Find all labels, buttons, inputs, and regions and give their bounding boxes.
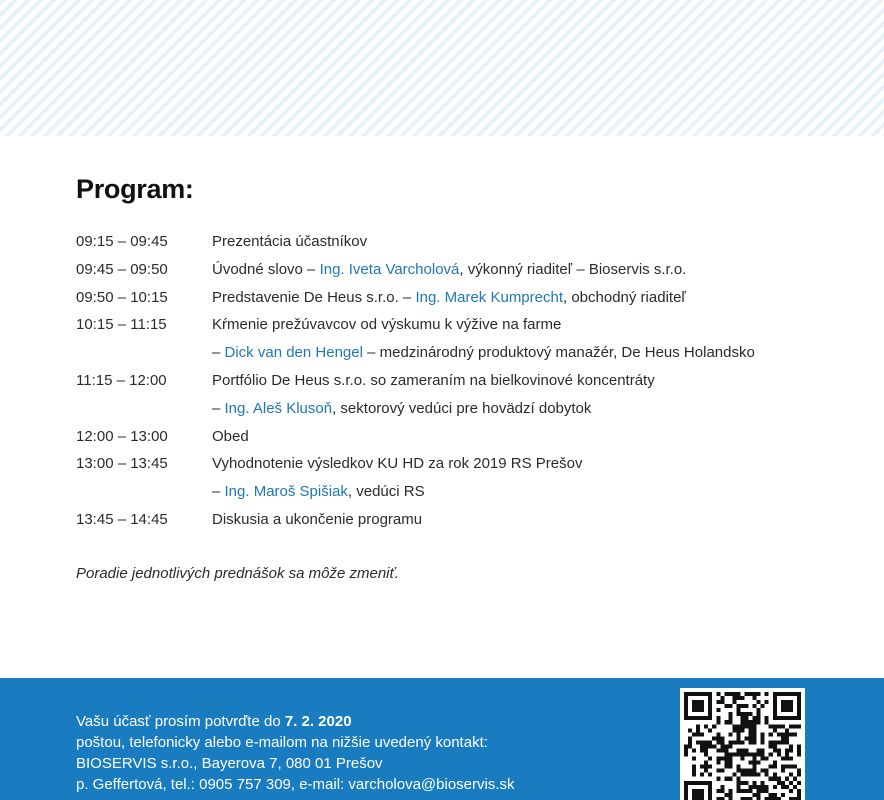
program-description <box>212 371 655 391</box>
program-time: 12:00 – 13:00 <box>76 427 168 445</box>
company-address: BIOSERVIS s.r.o., Bayerova 7, 080 01 Prešov <box>76 755 383 772</box>
program-schedule <box>76 232 856 538</box>
program-time: 13:00 – 13:45 <box>76 455 168 473</box>
program-row <box>76 315 856 343</box>
program-time: 11:15 – 12:00 <box>76 371 167 389</box>
program-text: Portfólio De Heus s.r.o. so zameraním na bielkovinové koncentráty <box>212 371 655 389</box>
speaker-name: Ing. Maroš Spišiak <box>224 483 348 501</box>
decorative-stripes <box>0 0 884 136</box>
program-text: – medzinárodný produktový manažér, De Heus Holandsko <box>362 344 755 362</box>
program-row <box>76 399 856 427</box>
speaker-name: Ing. Aleš Klusoň <box>224 399 333 417</box>
program-text: , obchodný riaditeľ <box>563 288 686 306</box>
program-description <box>212 482 425 502</box>
program-text: – <box>212 344 225 362</box>
qr-code-icon <box>684 692 801 800</box>
program-description <box>212 288 686 308</box>
speaker-name: Dick van den Hengel <box>224 344 363 362</box>
program-row <box>76 260 856 288</box>
confirm-line <box>76 711 515 732</box>
program-text: , vedúci RS <box>347 483 425 501</box>
program-time: 13:45 – 14:45 <box>76 510 168 528</box>
program-time: 09:50 – 10:15 <box>76 288 168 306</box>
program-row <box>76 454 856 482</box>
contact-info <box>76 711 515 795</box>
program-row <box>76 510 856 538</box>
program-text: Diskusia a ukončenie programu <box>212 510 423 528</box>
program-heading: Program: <box>76 174 194 204</box>
program-row <box>76 288 856 316</box>
confirm-date: 7. 2. 2020 <box>284 713 352 730</box>
program-text: – <box>212 483 225 501</box>
program-time: 09:15 – 09:45 <box>76 233 168 250</box>
program-description <box>212 232 367 252</box>
program-description <box>212 427 249 447</box>
program-text: Kŕmenie prežúvavcov od výskumu k výžive na farme <box>212 316 562 334</box>
program-description <box>212 343 755 363</box>
program-text: Úvodné slovo – <box>212 260 320 278</box>
program-row <box>76 232 856 260</box>
program-row <box>76 371 856 399</box>
program-text: Predstavenie De Heus s.r.o. – <box>212 288 416 306</box>
program-row <box>76 343 856 371</box>
contact-person: p. Geffertová, tel.: 0905 757 309, e-mail: varcholova@bioservis.sk <box>76 776 515 793</box>
program-text: Vyhodnotenie výsledkov KU HD za rok 2019 RS Prešov <box>212 455 583 473</box>
speaker-name: Ing. Iveta Varcholová <box>319 260 460 278</box>
program-row <box>76 482 856 510</box>
program-time: 10:15 – 11:15 <box>76 316 167 334</box>
program-description <box>212 399 591 419</box>
program-description <box>212 260 686 280</box>
program-text: , výkonný riaditeľ – Bioservis s.r.o. <box>459 260 687 278</box>
program-text: – <box>212 399 225 417</box>
program-note: Poradie jednotlivých prednášok sa môže zmeniť. <box>76 565 399 582</box>
confirm-prefix: Vašu účasť prosím potvrďte do <box>76 713 285 730</box>
program-description <box>212 510 422 530</box>
qr-code <box>680 688 805 800</box>
program-text: Prezentácia účastníkov <box>212 233 368 250</box>
contact-method-line: poštou, telefonicky alebo e-mailom na nižšie uvedený kontakt: <box>76 734 488 751</box>
program-time: 09:45 – 09:50 <box>76 260 168 278</box>
program-text: , sektorový vedúci pre hovädzí dobytok <box>332 399 592 417</box>
footer-contact-band <box>0 678 884 800</box>
program-text: Obed <box>212 427 249 445</box>
program-description <box>212 454 582 474</box>
speaker-name: Ing. Marek Kumprecht <box>415 288 563 306</box>
program-row <box>76 427 856 455</box>
program-description <box>212 315 561 335</box>
